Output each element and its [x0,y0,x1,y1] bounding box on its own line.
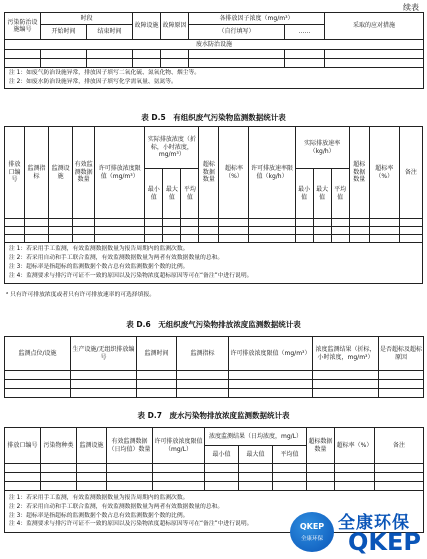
header-indicator: 监测指标 [177,337,229,371]
table-row [5,50,424,59]
table-row [5,227,423,235]
header-conc-limit: 许可排放浓度限值（mg/m³） [95,127,145,219]
header-period: 时段 [41,13,133,25]
note-1: 注 1：如废气防治设施异常，排放因子填写二氧化硫、氮氧化物、烟尘等。 [9,70,201,77]
header-over-count: 超标数据数量 [307,428,335,464]
header-max: 最大值 [239,446,273,464]
notes [5,68,424,89]
header-indicator: 监测指标 [25,127,49,219]
header-max: 最大值 [163,169,181,219]
table-row [5,464,424,473]
header-remark: 备注 [375,428,424,464]
note-2: 注 2：若采用自动和手工联合监测，有效监测数据数量为两者有效数据数量的总和。 [9,255,224,262]
header-outlet: 排放口编号 [5,127,25,219]
header-over-count: 超标数据数量 [199,127,219,219]
header-actual-conc: 实际排放浓度（折标，小时浓度，mg/m³） [145,127,199,169]
header-fault-reason: 故障原因 [161,13,189,40]
brand-name-cn: 全康环保 [338,513,410,533]
table-row [5,371,424,380]
note-3: 注 3：超标率是指超标的监测数据个数占总有效监测数据个数的比例。 [9,264,189,270]
header-ellipsis: …… [285,25,325,40]
header-valid-count: 有效监测数据数量 [73,127,95,219]
table-row [5,380,424,389]
caption-d6: 表 D.6 无组织废气污染物排放浓度监测数据统计表 [126,320,301,329]
header-remark: 备注 [399,127,422,219]
qkep-badge-icon: QKEP 全康环保 [290,512,334,552]
note-2: 注 2：若采用自动和手工联合监测，有效监测数据数量为两者有效数据数量的总和。 [9,503,224,510]
header-fill-in: （自行填写） [189,25,285,40]
header-outlet: 污染防治设施编号 [5,13,41,40]
table-row [5,389,424,398]
header-over-count-2: 超标数据数量 [349,127,369,219]
header-limit: 许可排放浓度限值（mg/L） [153,428,205,464]
qkep-logo [282,506,427,559]
table-row [5,59,424,68]
caption-d7: 表 D.7 废水污染物排放浓度监测数据统计表 [137,411,290,420]
header-facility: 监测设施 [77,428,107,464]
notes [5,243,423,284]
note-4: 注 4：监测要求与排污许可证不一致的原因以及污染物浓度超标原因等可在“备注”中进行说明。 [9,272,253,279]
header-pollutant: 污染物种类 [41,428,77,464]
header-over-rate: 超标率（%） [335,428,375,464]
header-end-time: 结束时间 [87,25,133,40]
table-row [5,482,424,491]
footnote-a: ᵃ 只有许可排放浓度或者只有许可排放速率的可选择填报。 [6,292,156,298]
header-min-2: 最小值 [295,169,313,219]
header-valid-count: 有效监测数据（日均值）数量 [107,428,153,464]
header-over: 是否超标及超标原因 [379,337,424,371]
continued-label: 续表 [403,3,419,12]
note-4: 注 4：监测要求与排污许可证不一致的原因以及污染物浓度超标原因等可在“备注”中进行说明。 [9,521,253,528]
header-result: 浓度监测结果（日均浓度，mg/L） [205,428,307,446]
note-2: 注 2：如废水防治设施异常，排放因子填写化学需氧量、氨氮等。 [9,79,177,85]
header-concentration: 各排放因子浓度（mg/m³） [189,13,325,25]
header-over-rate-2: 超标率（%） [369,127,399,219]
header-avg-2: 平均值 [331,169,349,219]
fault-table [4,12,424,89]
unorganized-gas-table [4,336,424,398]
note-1: 注 1：若采用手工监测，有效监测数据数量为报告周期内的监测次数。 [9,246,189,253]
brand-name-en: QKEP [348,528,421,556]
section-wastewater: 废水防治设施 [5,40,424,50]
header-limit: 许可排放浓度限值（mg/m³） [229,337,313,371]
header-avg: 平均值 [181,169,199,219]
header-rate-limit: 许可排放速率限值（kg/h） [249,127,295,219]
header-avg: 平均值 [273,446,307,464]
header-fault-facility: 故障设施 [133,13,161,40]
note-3: 注 3：超标率是指超标的监测数据个数占总有效监测数据个数的比例。 [9,512,189,519]
table-row [5,235,423,243]
header-result: 浓度监测结果（折标，小时浓度，mg/m³） [313,337,379,371]
header-time: 监测时间 [137,337,177,371]
header-outlet: 排放口编号 [5,428,41,464]
header-max-2: 最大值 [313,169,331,219]
table-row [5,219,423,227]
header-actual-rate: 实际排放速率（kg/h） [295,127,349,169]
note-1: 注 1：若采用手工监测，有效监测数据数量为报告周期内的监测次数。 [9,494,189,501]
header-min: 最小值 [205,446,239,464]
header-facility: 监测设施 [49,127,73,219]
header-unit: 生产设施/无组织排放编号 [71,337,137,371]
header-measures: 采取的应对措施 [325,13,424,40]
caption-d5: 表 D.5 有组织废气污染物监测数据统计表 [141,113,286,122]
header-over-rate: 超标率（%） [219,127,249,219]
table-row [5,473,424,482]
header-start-time: 开始时间 [41,25,87,40]
header-min: 最小值 [145,169,163,219]
organized-gas-table [4,126,423,284]
header-point: 监测点位/设施 [5,337,71,371]
